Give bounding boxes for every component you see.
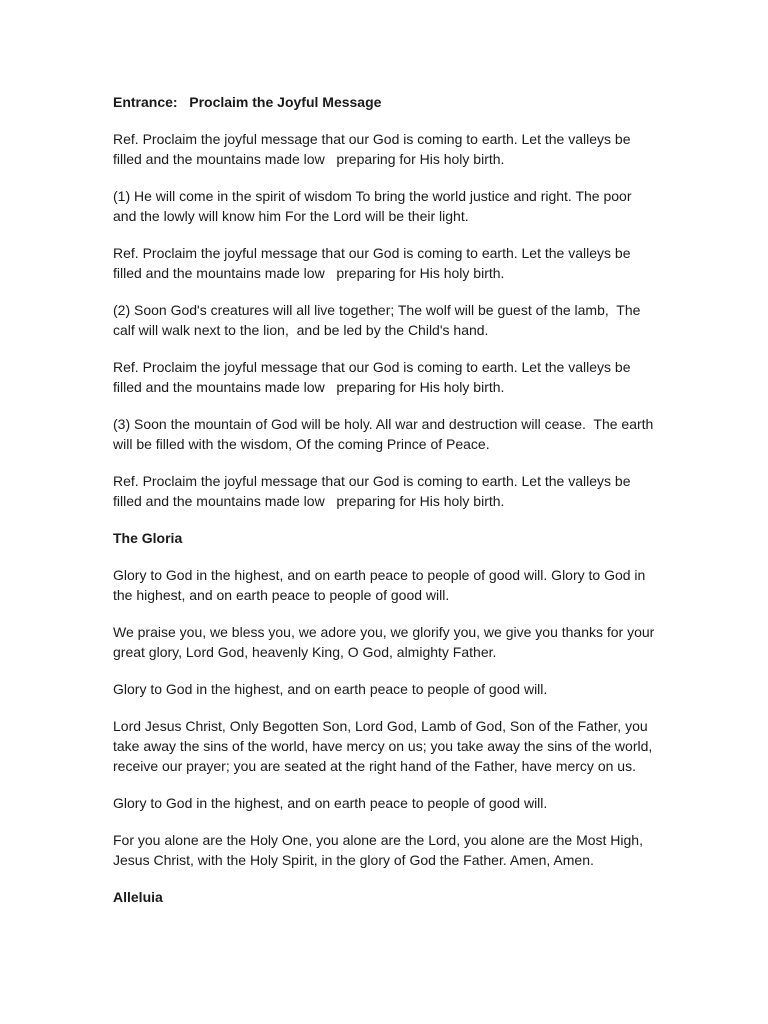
gloria-praise-paragraph: [113, 622, 665, 662]
document-body: [113, 92, 665, 907]
gloria-refrain-line: Glory to God in the highest, and on earth peace to people of good will.: [113, 795, 548, 811]
verse-3-paragraph: [113, 414, 665, 454]
text-line: Ref. Proclaim the joyful message that our God is coming to earth. Let the valleys be: [113, 131, 631, 147]
text-line: and the lowly will know him For the Lord will be their light.: [113, 208, 469, 224]
text-line: filled and the mountains made low preparing for His holy birth.: [113, 379, 505, 395]
text-line: (3) Soon the mountain of God will be holy. All war and destruction will cease. The earth: [113, 416, 654, 432]
gloria-closing-paragraph: [113, 830, 665, 870]
text-line: We praise you, we bless you, we adore you, we glorify you, we give you thanks for your: [113, 624, 655, 640]
text-line: the highest, and on earth peace to people of good will.: [113, 587, 450, 603]
text-line: receive our prayer; you are seated at the right hand of the Father, have mercy on us.: [113, 758, 636, 774]
refrain-paragraph: [113, 471, 665, 511]
alleluia-heading: Alleluia: [113, 889, 163, 905]
text-line: filled and the mountains made low preparing for His holy birth.: [113, 265, 505, 281]
text-line: Ref. Proclaim the joyful message that our God is coming to earth. Let the valleys be: [113, 245, 631, 261]
entrance-heading: Entrance: Proclaim the Joyful Message: [113, 94, 382, 110]
text-line: Ref. Proclaim the joyful message that our God is coming to earth. Let the valleys be: [113, 473, 631, 489]
text-line: Ref. Proclaim the joyful message that our God is coming to earth. Let the valleys be: [113, 359, 631, 375]
gloria-heading: The Gloria: [113, 530, 183, 546]
refrain-paragraph: [113, 357, 665, 397]
text-line: Lord Jesus Christ, Only Begotten Son, Lord God, Lamb of God, Son of the Father, you: [113, 718, 648, 734]
refrain-paragraph: [113, 243, 665, 283]
refrain-paragraph: [113, 129, 665, 169]
gloria-lamb-paragraph: [113, 716, 665, 776]
text-line: filled and the mountains made low preparing for His holy birth.: [113, 151, 505, 167]
text-line: (2) Soon God's creatures will all live together; The wolf will be guest of the lamb, The: [113, 302, 641, 318]
text-line: filled and the mountains made low preparing for His holy birth.: [113, 493, 505, 509]
verse-2-paragraph: [113, 300, 665, 340]
text-line: Glory to God in the highest, and on earth peace to people of good will. Glory to God in: [113, 567, 646, 583]
text-line: calf will walk next to the lion, and be led by the Child's hand.: [113, 322, 489, 338]
text-line: For you alone are the Holy One, you alone are the Lord, you alone are the Most High,: [113, 832, 643, 848]
text-line: great glory, Lord God, heavenly King, O God, almighty Father.: [113, 644, 497, 660]
gloria-refrain-line: Glory to God in the highest, and on earth peace to people of good will.: [113, 681, 548, 697]
text-line: (1) He will come in the spirit of wisdom To bring the world justice and right. The poor: [113, 188, 632, 204]
gloria-opening-paragraph: [113, 565, 665, 605]
text-line: Jesus Christ, with the Holy Spirit, in the glory of God the Father. Amen, Amen.: [113, 852, 594, 868]
verse-1-paragraph: [113, 186, 665, 226]
text-line: take away the sins of the world, have mercy on us; you take away the sins of the world,: [113, 738, 653, 754]
text-line: will be filled with the wisdom, Of the coming Prince of Peace.: [113, 436, 490, 452]
